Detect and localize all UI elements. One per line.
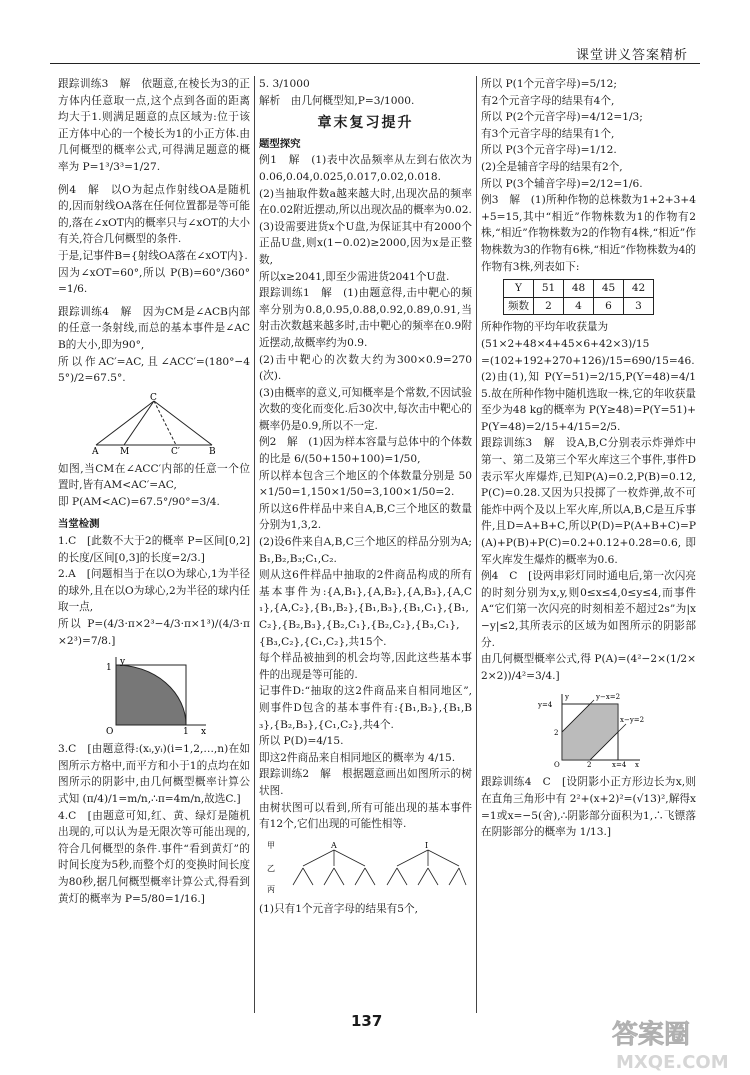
- text-line: (3)由概率的意义,可知概率是个常数,不因试验次数的变化而变化.后30次中,每次击中靶心的概率仍是0.9,所以不一定.: [259, 386, 472, 432]
- column-3: [481, 76, 696, 1015]
- text-line: 2.A [问题相当于在以O为球心,1为半径的球外,且在以O为球心,2为半径的球内任取一点,: [58, 568, 250, 614]
- table-cell: 2: [534, 297, 564, 315]
- label-two-x: 2: [586, 761, 591, 769]
- text-line: 跟踪训练2 解 根据题意画出如图所示的树状图.: [259, 768, 472, 797]
- text-line: (1)只有1个元音字母的结果有5个,: [259, 902, 418, 915]
- watermark-bottom-text: MXQE.COM: [616, 1052, 729, 1073]
- column-divider-2: [476, 76, 477, 1013]
- text-line: 每个样品被抽到的机会均等,因此这些基本事件的出现是等可能的.: [259, 652, 472, 681]
- label-one-y: 1: [106, 663, 112, 674]
- label-yi: 乙: [267, 863, 275, 873]
- text-line: 所以 P=(4/3·π×2³−4/3·π×1³)/(4/3·π×2³)=7/8.]: [58, 618, 250, 647]
- text-line: 跟踪训练4 C [设阴影小正方形边长为x,则在直角三角形中有 2²+(x+2)²=(√13)²,解得x=1或x=−5(舍),∴阴影部分面积为1,∴飞镖落在阴影部分的概率为 1/13.]: [481, 776, 696, 839]
- text-line: 所以 P(1个元音字母)=5/12;: [481, 78, 617, 90]
- label-y: y: [120, 657, 126, 668]
- text-line: 跟踪训练4 解 因为CM是∠ACB内部的任意一条射线,而总的基本事件是∠ACB的大小,即为90°,: [58, 305, 250, 351]
- table-cell: 3: [624, 297, 654, 315]
- label-a: A: [92, 446, 99, 455]
- text-line: 所种作物的平均年收获量为: [481, 321, 609, 334]
- triangle-figure: [84, 393, 224, 455]
- table-row: [504, 280, 654, 298]
- text-line: 即这2件商品来自相同地区的概率为 4/15.: [259, 751, 456, 764]
- section-heading: 当堂检测: [58, 518, 100, 531]
- table-cell: 48: [564, 280, 594, 298]
- label-lower-line: x−y=2: [619, 716, 644, 725]
- text-line: 由树状图可以看到,所有可能出现的基本事件有12个,它们出现的可能性相等.: [259, 801, 472, 831]
- text-line: 1.C [此数不大于2的概率 P=区间[0,2]的长度/区间[0,3]的长度=2/3.]: [58, 535, 250, 564]
- label-m: M: [120, 446, 130, 455]
- text-line: 记事件D:“抽取的这2件商品来自相同地区”,则事件D包含的基本事件有:{B₁,B₂},{B₁,B₃},{B₂,B₃},{C₁,C₂},共4个.: [259, 685, 472, 731]
- label-x: x: [201, 727, 207, 736]
- text-line: 例3 解 (1)所种作物的总株数为1+2+3+4+5=15,其中“相近”作物株数为1的作物有2株,“相近”作物株数为2的作物有4株,“相近”作物株数为3的作物有6株,“相近”作物株数为4的作物有3株,列表如下:: [481, 194, 696, 273]
- text-line: 由几何概型概率公式,得 P(A)=(4²−2×(1/2×2×2))/4²=3/4.]: [481, 653, 696, 682]
- column-2: [259, 76, 472, 1015]
- table-cell: 6: [594, 297, 624, 315]
- watermark-top-text: 答案圈: [612, 1020, 691, 1050]
- page-number: 137: [351, 1012, 383, 1030]
- text-line: 例4 解 以O为起点作射线OA是随机的,因而射线OA落在任何位置都是等可能的,落在∠xOT内的概率只与∠xOT的大小有关,符合几何概型的条件.: [58, 183, 250, 246]
- label-c-prime: C′: [171, 446, 180, 455]
- label-c: C: [150, 392, 157, 403]
- table-cell: 4: [564, 297, 594, 315]
- label-o: O: [106, 727, 114, 736]
- text-line: (2)当抽取件数a越来越大时,出现次品的频率在0.02附近摆动,所以出现次品的概率为0.02.: [259, 187, 472, 217]
- text-line: 因为∠xOT=60°,所以 P(B)=60°/360°=1/6.: [58, 266, 250, 296]
- text-line: 所以 P(3个辅音字母)=2/12=1/6.: [481, 177, 643, 190]
- header-rule: [50, 63, 700, 64]
- text-line: (2)由(1),知 P(Y=51)=2/15,P(Y=48)=4/15.故在所种作物中随机选取一株,它的年收获量至少为48 kg的概率为 P(Y≥48)=P(Y=51)+P(Y=48)=2/15+4/15=2/5.: [481, 371, 696, 433]
- text-line: (51×2+48×4+45×6+42×3)/15: [481, 337, 650, 350]
- table-cell: 42: [624, 280, 654, 298]
- header-title: 课堂讲义答案精析: [575, 48, 688, 63]
- label-y: y: [564, 693, 569, 702]
- text-line: 则从这6件样品中抽取的2件商品构成的所有基本事件为:{A,B₁},{A,B₂},{A,B₃},{A,C₁},{A,C₂},{B₁,B₂},{B₁,B₃},{B₁,C₁},{B₁,C₂},{B₂,B₃},{B₂,C₁},{B₂,C₂},{B₃,C₁},{B₃,C₂},{C₁,C₂},共15个.: [259, 569, 472, 648]
- label-i: I: [425, 840, 429, 850]
- table-cell: 45: [594, 280, 624, 298]
- text-line: 所以x≥2041,即至少需进货2041个U盘.: [259, 270, 450, 283]
- text-line: (2)击中靶心的次数大约为300×0.9=270(次).: [259, 353, 472, 383]
- text-line: 4.C [由题意可知,红、黄、绿灯是随机出现的,可以认为是无限次等可能出现的,符合几何概型的条件.事件“看到黄灯”的时间长度为5秒,而整个灯的变换时间长度为80秒,据几何概型概率计算公式,得看到黄灯的概率为 P=5/80=1/16.]: [58, 809, 250, 905]
- text-line: 例1 解 (1)表中次品频率从左到右依次为 0.06,0.04,0.025,0.017,0.02,0.018.: [259, 154, 472, 183]
- text-line: 所以 P(3个元音字母)=1/12.: [481, 144, 617, 157]
- table-cell: 频数: [504, 297, 534, 315]
- label-one-x: 1: [183, 727, 189, 736]
- text-line: 跟踪训练3 解 依题意,在棱长为3的正方体内任意取一点,这个点到各面的距离均大于1.则满足题意的点区域为:位于该正方体中心的一个棱长为1的小正方体.由几何概型的概率公式,可得满足题意的概率为 P=1³/3³=1/27.: [58, 78, 250, 173]
- label-o: O: [553, 761, 560, 769]
- text-line: 解析 由几何概型知,P=3/1000.: [259, 94, 415, 107]
- text-line: (2)全是辅音字母的结果有2个,: [481, 160, 623, 173]
- quarter-circle-figure: [94, 655, 214, 735]
- text-line: 跟踪训练1 解 (1)由题意得,击中靶心的频率分别为0.8,0.95,0.88,0.92,0.89,0.91,当射击次数越来越多时,击中靶心的频率在0.9附近摆动,故概率约为0.9.: [259, 287, 472, 349]
- frequency-table: [503, 279, 654, 315]
- section-heading: 题型探究: [259, 137, 301, 150]
- table-cell: 51: [534, 280, 564, 298]
- text-line: 有2个元音字母的结果有4个,: [481, 94, 615, 107]
- tree-diagram: [263, 839, 468, 895]
- text-line: 例2 解 (1)因为样本容量与总体中的个体数的比是 6/(50+150+100)=1/50,: [259, 436, 472, 466]
- region-figure: [534, 690, 644, 768]
- text-line: 所以作AC′=AC,且∠ACC′=(180°−45°)/2=67.5°.: [58, 355, 250, 385]
- text-line: 如图,当CM在∠ACC′内部的任意一个位置时,皆有AM<AC′=AC,: [58, 462, 250, 492]
- text-line: 所以样本包含三个地区的个体数量分别是 50×1/50=1,150×1/50=3,100×1/50=2.: [259, 469, 472, 499]
- text-line: 5. 3/1000: [259, 78, 310, 90]
- text-line: 即 P(AM<AC)=67.5°/90°=3/4.: [58, 495, 220, 508]
- table-row: [504, 297, 654, 315]
- column-1: [58, 76, 250, 1015]
- text-line: 3.C [由题意得:(xᵢ,yᵢ)(i=1,2,…,n)在如图所示方格中,而平方和小于1的点均在如图所示的阴影中,由几何概型概率计算公式知 (π/4)/1=m/n,∴π=4m/n,故选C.]: [58, 743, 250, 805]
- text-line: 所以 P(D)=4/15.: [259, 735, 344, 748]
- label-y-4: y=4: [537, 701, 552, 710]
- text-line: 跟踪训练3 解 设A,B,C分别表示炸弹炸中第一、第二及第三个军火库这三个事件,事件D表示军火库爆炸,已知P(A)=0.2,P(B)=0.12,P(C)=0.28.又因为只投掷了一枚炸弹,故不可能炸中两个及以上军火库,所以A,B,C是互斥事件,且D=A+B+C,所以P(D)=P(A+B+C)=P(A)+P(B)+P(C)=0.2+0.12+0.28=0.6,即军火库发生爆炸的概率为0.6.: [481, 437, 696, 566]
- text-line: 于是,记事件B={射线OA落在∠xOT内}.: [58, 249, 248, 262]
- label-bing: 丙: [267, 884, 275, 894]
- table-cell: Y: [504, 280, 534, 298]
- text-line: =(102+192+270+126)/15=690/15=46.: [481, 354, 695, 367]
- label-x: x: [634, 761, 639, 769]
- text-line: 所以 P(2个元音字母)=4/12=1/3;: [481, 111, 643, 124]
- column-divider-1: [254, 76, 255, 1013]
- label-a: A: [331, 840, 337, 850]
- text-line: 有3个元音字母的结果有1个,: [481, 127, 615, 140]
- label-two-y: 2: [553, 729, 558, 738]
- text-line: 例4 C [设两串彩灯同时通电后,第一次闪亮的时刻分别为x,y,则0≤x≤4,0≤y≤4,而事件A“它们第一次闪亮的时刻相差不超过2s”为|x−y|≤2,其所表示的区域为如图所示的阴影部分.: [481, 570, 696, 649]
- text-line: 所以这6件样品中来自A,B,C三个地区的数量分别为1,3,2.: [259, 502, 472, 532]
- label-upper-line: y−x=2: [595, 693, 620, 702]
- watermark-logo: [604, 1013, 744, 1073]
- label-x-4: x=4: [611, 761, 626, 769]
- text-line: (3)设需要进货x个U盘,为保证其中有2000个正品U盘,则x(1−0.02)≥2000,因为x是正整数,: [259, 220, 472, 266]
- label-jia: 甲: [267, 840, 275, 850]
- label-b: B: [209, 446, 216, 455]
- chapter-review-heading: 章末复习提升: [317, 115, 414, 132]
- text-line: (2)设6件来自A,B,C三个地区的样品分别为A;B₁,B₂,B₃;C₁,C₂.: [259, 536, 472, 565]
